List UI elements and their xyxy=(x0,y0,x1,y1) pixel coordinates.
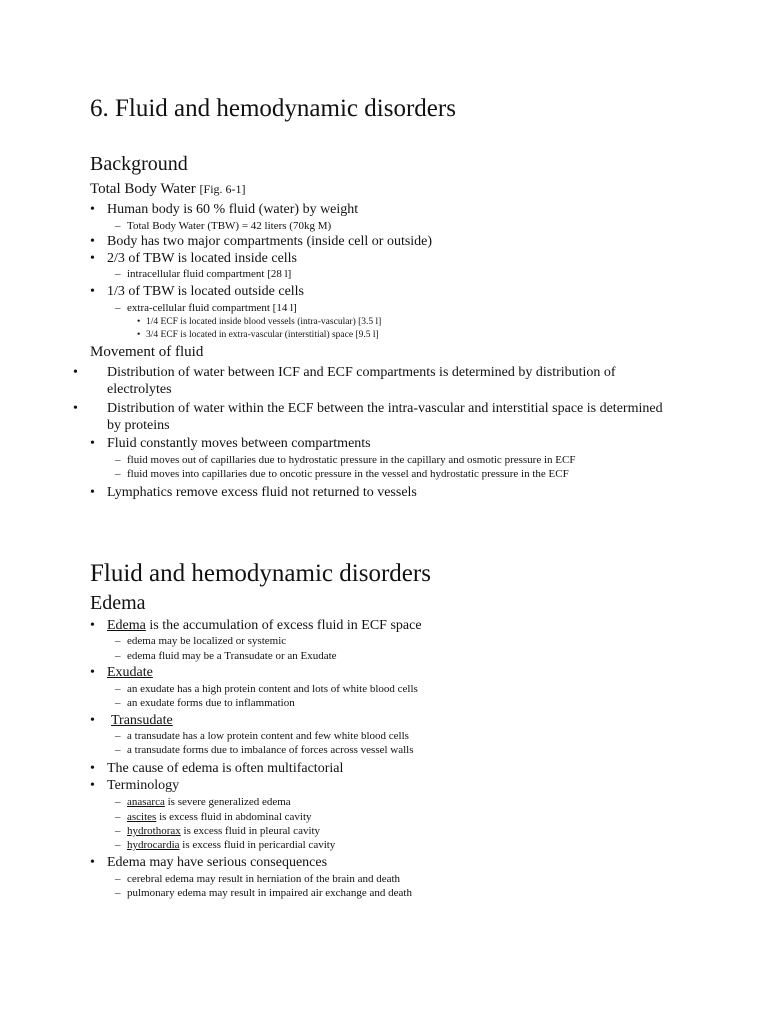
term-transudate: Transudate xyxy=(111,713,173,728)
term-exudate: Exudate xyxy=(107,665,153,680)
list-item: • 2/3 of TBW is located inside cells xyxy=(90,251,298,266)
list-item: – edema may be localized or systemic xyxy=(115,635,287,647)
term-hydrocardia: hydrocardia xyxy=(127,839,180,851)
list-item: – Total Body Water (TBW) = 42 liters (70kg M) xyxy=(115,220,332,232)
term-hydrothorax: hydrothorax xyxy=(127,825,181,837)
page-title: 6. Fluid and hemodynamic disorders xyxy=(90,95,456,122)
list-item: • Exudate xyxy=(90,665,153,680)
list-item: • Body has two major compartments (inside cell or outside) xyxy=(90,234,433,249)
subsection-heading-movement: Movement of fluid xyxy=(90,344,204,360)
page-title-2: Fluid and hemodynamic disorders xyxy=(90,560,431,587)
list-item: – anasarca is severe generalized edema xyxy=(115,796,291,808)
list-item: – hydrothorax is excess fluid in pleural cavity xyxy=(115,825,321,837)
list-item: • Distribution of water between ICF and ECF compartments is determined by distribution of electrolytes xyxy=(73,365,616,397)
section-heading-background: Background xyxy=(90,153,188,175)
section-heading-edema: Edema xyxy=(90,592,146,614)
list-item: • 3/4 ECF is located in extra-vascular (interstitial) space [9.5 l] xyxy=(137,330,379,340)
list-item: • 1/3 of TBW is located outside cells xyxy=(90,284,305,299)
list-item: – hydrocardia is excess fluid in pericardial cavity xyxy=(115,839,336,851)
list-item: – cerebral edema may result in herniation of the brain and death xyxy=(115,873,401,885)
list-item: – an exudate forms due to inflammation xyxy=(115,697,295,709)
term-ascites: ascites xyxy=(127,811,157,823)
list-item: – an exudate has a high protein content and lots of white blood cells xyxy=(115,683,418,695)
subsection-heading-tbw: Total Body Water [Fig. 6-1] xyxy=(90,181,246,197)
list-item: – edema fluid may be a Transudate or an Exudate xyxy=(115,650,337,662)
list-item: • Transudate xyxy=(90,713,173,728)
list-item: • Fluid constantly moves between compartments xyxy=(90,436,371,451)
list-item: – ascites is excess fluid in abdominal cavity xyxy=(115,811,312,823)
list-item: – pulmonary edema may result in impaired air exchange and death xyxy=(115,887,412,899)
figure-reference: [Fig. 6-1] xyxy=(199,182,246,196)
list-item: – intracellular fluid compartment [28 l] xyxy=(115,268,292,280)
list-item: • Human body is 60 % fluid (water) by weight xyxy=(90,202,359,217)
list-item: • Edema is the accumulation of excess fluid in ECF space xyxy=(90,618,422,633)
list-item: – a transudate forms due to imbalance of forces across vessel walls xyxy=(115,744,414,756)
list-item: – a transudate has a low protein content and few white blood cells xyxy=(115,730,409,742)
list-item: • Edema may have serious consequences xyxy=(90,855,328,870)
list-item: – fluid moves out of capillaries due to hydrostatic pressure in the capillary and osmotic pressure in ECF xyxy=(115,454,576,466)
list-item: • Distribution of water within the ECF between the intra-vascular and interstitial space is determined by proteins xyxy=(73,401,663,433)
term-anasarca: anasarca xyxy=(127,796,165,808)
list-item: – fluid moves into capillaries due to oncotic pressure in the vessel and hydrostatic pressure in the ECF xyxy=(115,468,569,480)
list-item: • The cause of edema is often multifactorial xyxy=(90,761,344,776)
list-item: – extra-cellular fluid compartment [14 l] xyxy=(115,302,297,314)
list-item: • Lymphatics remove excess fluid not returned to vessels xyxy=(90,485,417,500)
list-item: • 1/4 ECF is located inside blood vessels (intra-vascular) [3.5 l] xyxy=(137,317,382,327)
term-edema: Edema xyxy=(107,618,146,633)
list-item: • Terminology xyxy=(90,778,180,793)
